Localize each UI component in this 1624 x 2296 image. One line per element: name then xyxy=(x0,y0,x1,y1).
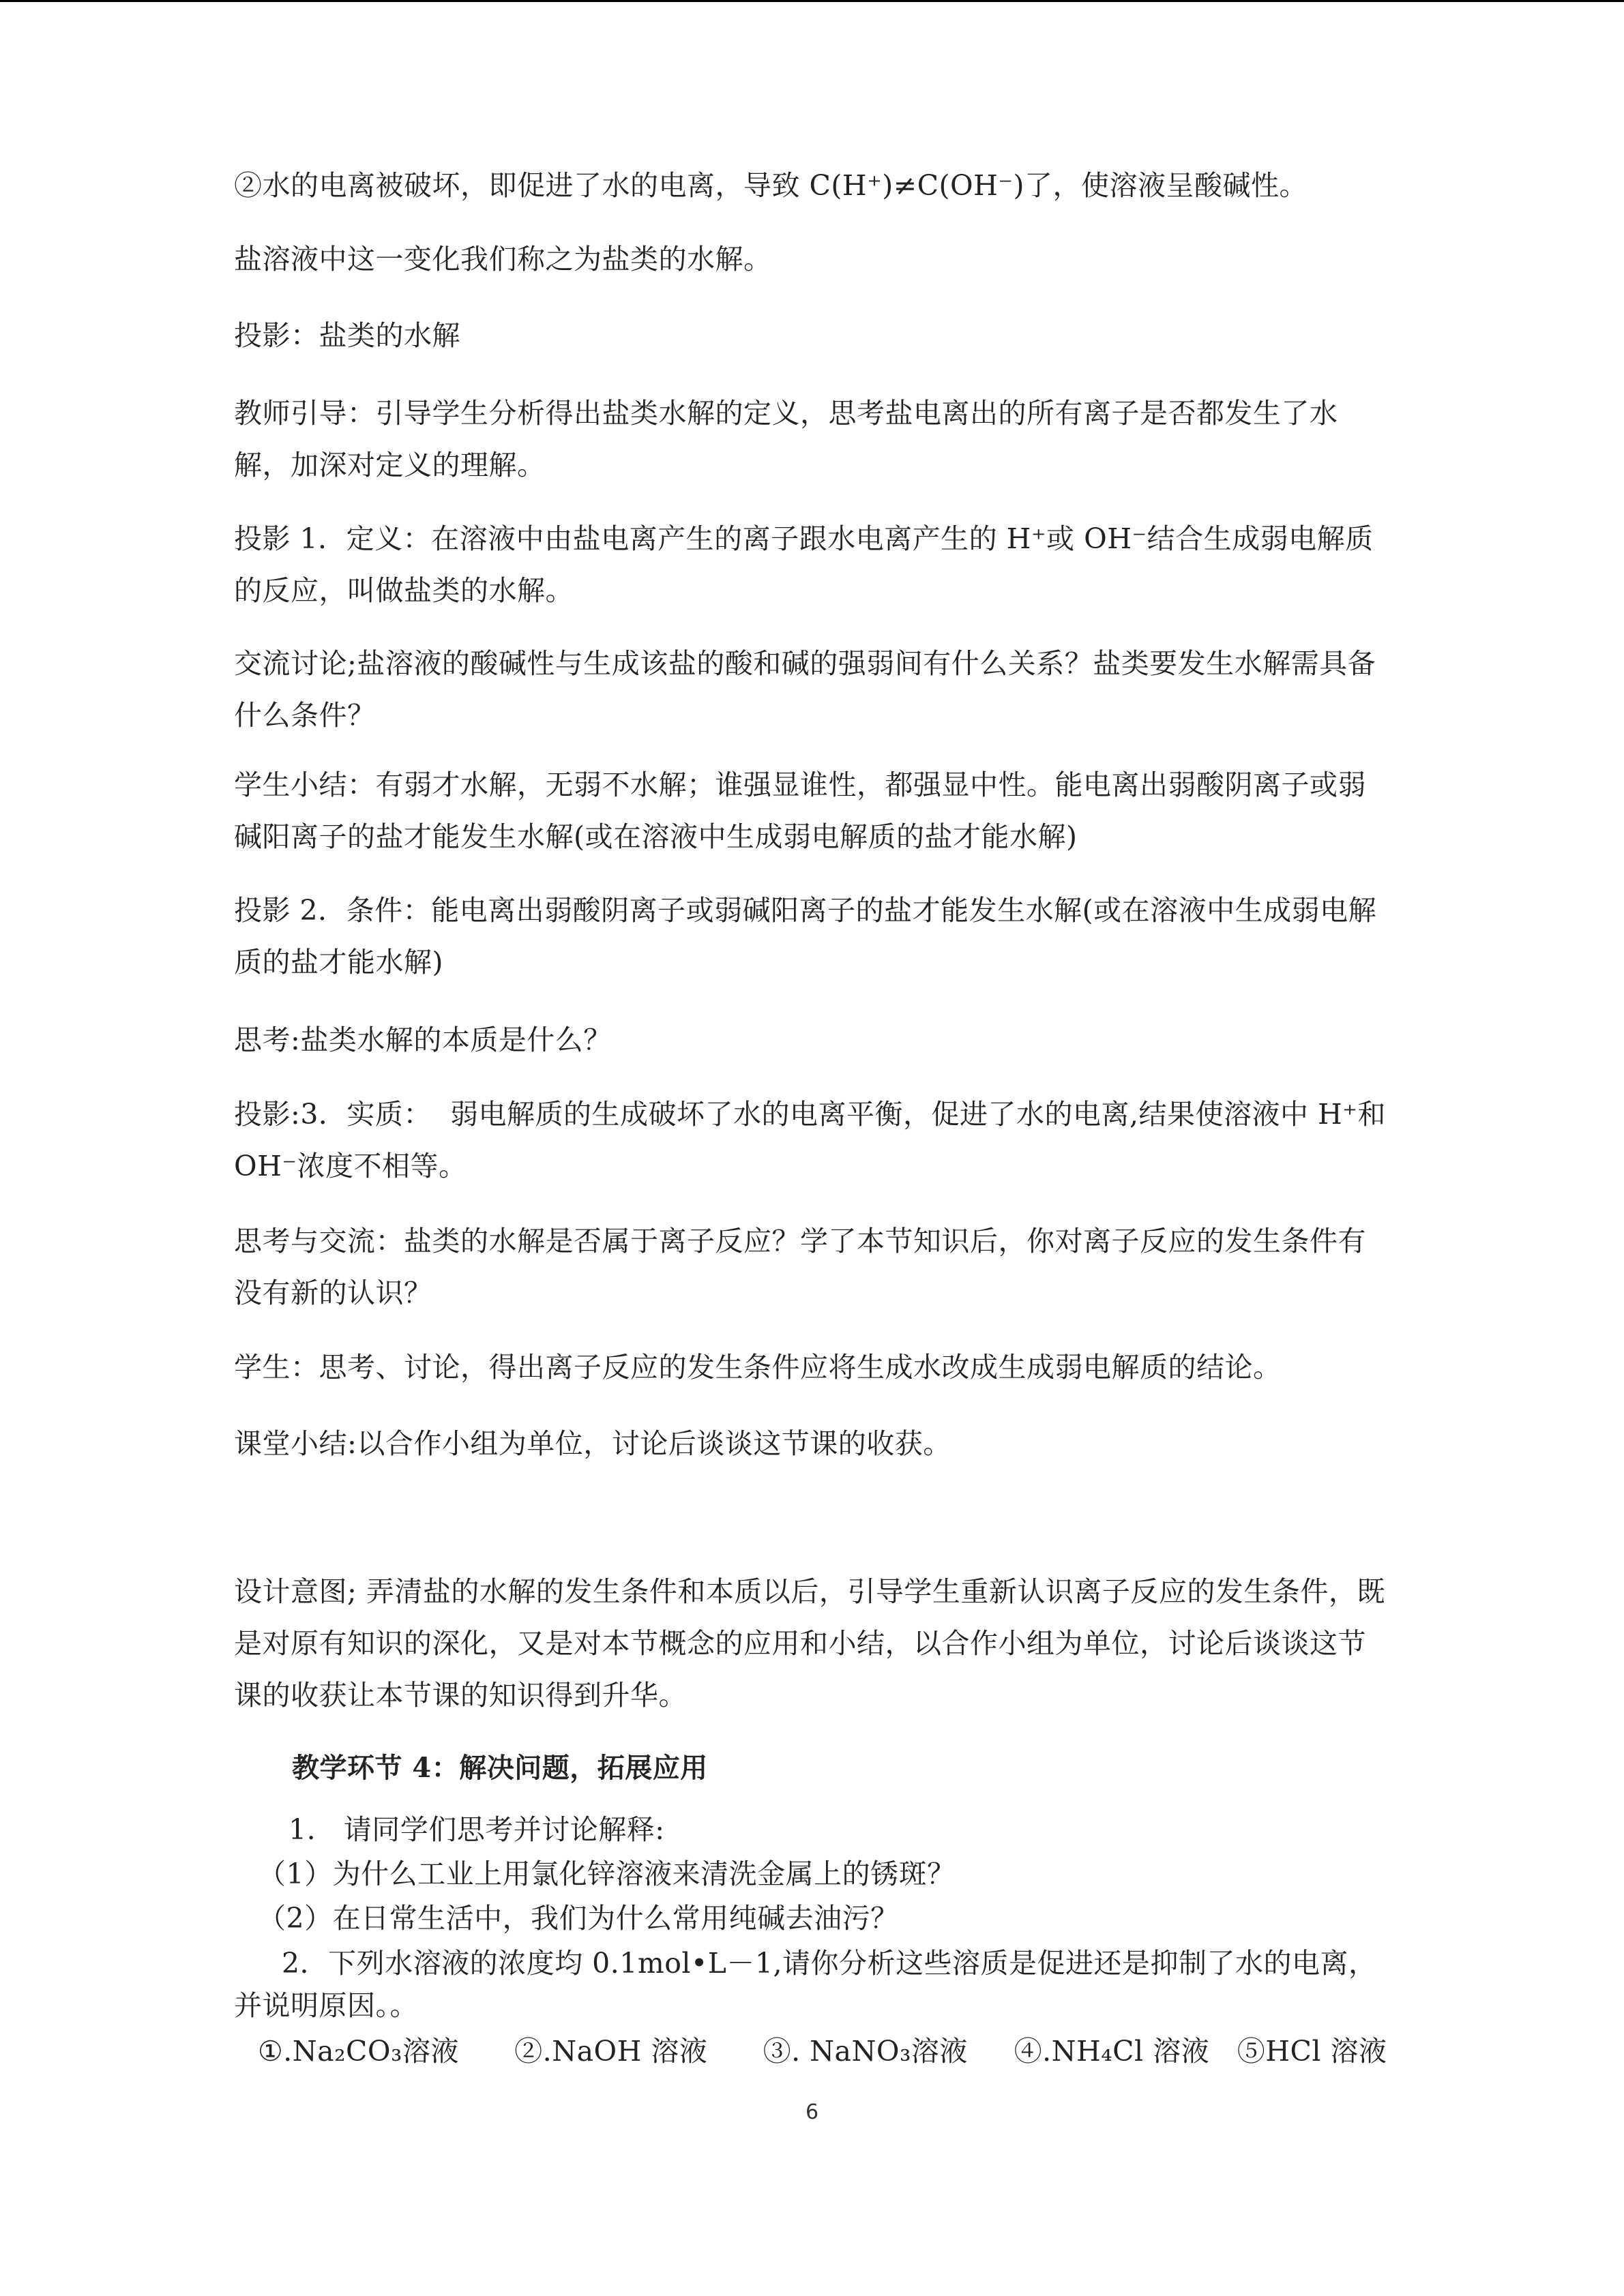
paragraph-hydrolysis-intro: 盐溶液中这一变化我们称之为盐类的水解。 xyxy=(234,243,772,275)
paragraph-teacher-guide: 教师引导：引导学生分析得出盐类水解的定义，思考盐电离出的所有离子是否都发生了水解，加深对定义的理解。 xyxy=(234,397,1338,481)
question-2: 2．下列水溶液的浓度均 0.1mol•L－1,请你分析这些溶质是促进还是抑制了水的电离，并说明原因。。 xyxy=(234,1947,1377,2022)
paragraph-student-summary: 学生小结：有弱才水解，无弱不水解；谁强显谁性，都强显中性。能电离出弱酸阴离子或弱碱阳离子的盐才能发生水解(或在溶液中生成弱电解质的盐才能水解) xyxy=(234,769,1366,853)
paragraph-essence: 投影:3．实质： 弱电解质的生成破坏了水的电离平衡，促进了水的电离,结果使溶液中 H⁺和 OH⁻浓度不相等。 xyxy=(234,1098,1396,1182)
question-2-options: ①.Na₂CO₃溶液 ②.NaOH 溶液 ③. NaNO₃溶液 ④.NH₄Cl 溶液 ⑤HCl 溶液 xyxy=(258,2035,1387,2068)
page-top-border xyxy=(0,0,1624,2)
paragraph-student-conclusion: 学生：思考、讨论，得出离子反应的发生条件应将生成水改成生成弱电解质的结论。 xyxy=(234,1351,1282,1384)
question-1: 1. 请同学们思考并讨论解释: xyxy=(289,1813,665,1846)
section-heading: 教学环节 4：解决问题，拓展应用 xyxy=(292,1752,708,1784)
paragraph-think-exchange: 思考与交流：盐类的水解是否属于离子反应？学了本节知识后，你对离子反应的发生条件有没有新的认识？ xyxy=(234,1225,1366,1309)
question-1-part-2: （2）在日常生活中，我们为什么常用纯碱去油污？ xyxy=(258,1902,899,1935)
paragraph-projection-title: 投影：盐类的水解 xyxy=(234,319,460,352)
paragraph-class-summary: 课堂小结:以合作小组为单位，讨论后谈谈这节课的收获。 xyxy=(234,1427,951,1460)
paragraph-discussion: 交流讨论;盐溶液的酸碱性与生成该盐的酸和碱的强弱间有什么关系？盐类要发生水解需具备什么条件？ xyxy=(234,647,1376,732)
paragraph-water-ionization: ②水的电离被破坏，即促进了水的电离，导致 C(H⁺)≠C(OH⁻)了，使溶液呈酸碱性。 xyxy=(234,169,1308,202)
page-number: 6 xyxy=(805,2100,819,2124)
paragraph-definition: 投影 1．定义：在溶液中由盐电离产生的离子跟水电离产生的 H⁺或 OH⁻结合生成弱电解质的反应，叫做盐类的水解。 xyxy=(234,522,1374,607)
question-1-part-1: （1）为什么工业上用氯化锌溶液来清洗金属上的锈斑？ xyxy=(258,1858,956,1890)
paragraph-thinking: 思考:盐类水解的本质是什么？ xyxy=(234,1024,612,1056)
paragraph-condition: 投影 2．条件：能电离出弱酸阴离子或弱碱阳离子的盐才能发生水解(或在溶液中生成弱电解质的盐才能水解) xyxy=(234,894,1377,979)
paragraph-design-intent: 设计意图; 弄清盐的水解的发生条件和本质以后，引导学生重新认识离子反应的发生条件，既是对原有知识的深化，又是对本节概念的应用和小结，以合作小组为单位，讨论后谈谈这节课的收获让本节课的知识得到升华。 xyxy=(234,1575,1385,1712)
